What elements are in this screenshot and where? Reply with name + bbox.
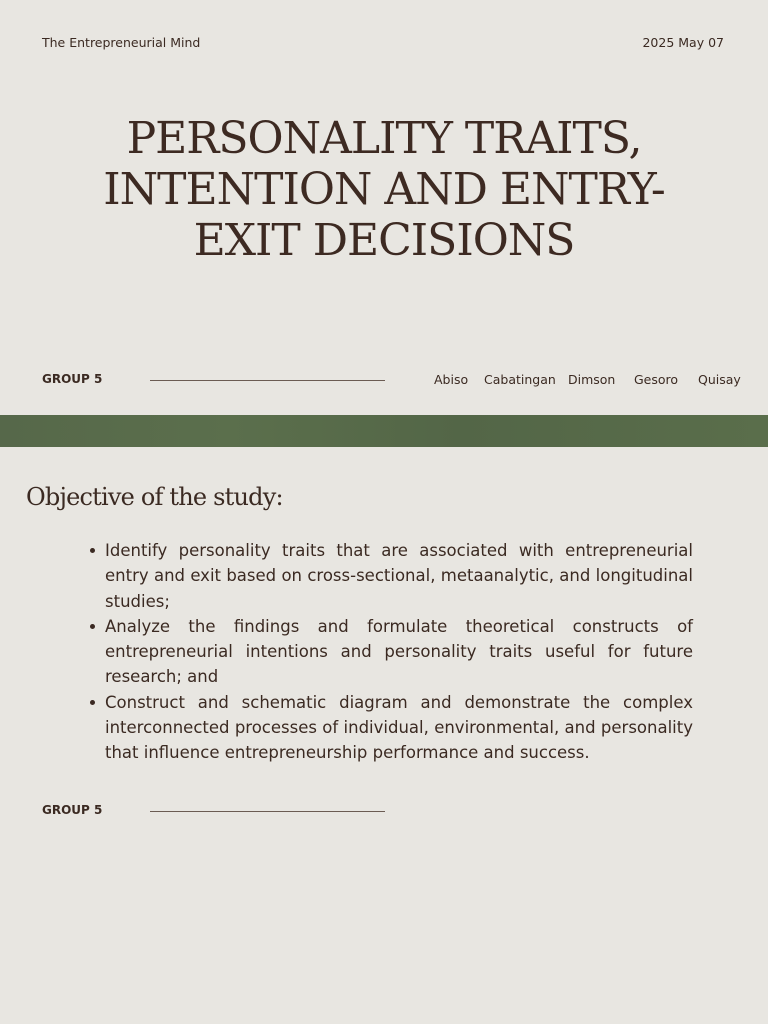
author-name: Abiso	[434, 372, 469, 387]
divider-line	[150, 380, 385, 381]
publication-date: 2025 May 07	[642, 35, 724, 50]
author-name: Dimson	[568, 372, 616, 387]
author-name: Quisay	[698, 372, 741, 387]
list-item: Identify personality traits that are associated with entrepreneurial entry and exit based on cross-sectional, metaanalytic, and longitudinal studies;	[88, 538, 693, 614]
footer-divider-line	[150, 811, 385, 812]
decorative-band	[0, 415, 768, 447]
list-item: Analyze the findings and formulate theoretical constructs of entrepreneurial intentions and personality traits useful for future research; and	[88, 614, 693, 690]
author-name: Gesoro	[634, 372, 679, 387]
page-title: PERSONALITY TRAITS, INTENTION AND ENTRY-EXIT DECISIONS	[103, 113, 665, 266]
objective-list	[88, 538, 693, 766]
group-label: GROUP 5	[42, 372, 103, 386]
list-item: Construct and schematic diagram and demonstrate the complex interconnected processes of individual, environmental, and personality that influence entrepreneurship performance and success.	[88, 690, 693, 766]
section-heading: Objective of the study:	[26, 483, 283, 511]
author-name: Cabatingan	[484, 372, 556, 387]
footer-group-label: GROUP 5	[42, 803, 103, 817]
publication-name: The Entrepreneurial Mind	[42, 35, 201, 50]
